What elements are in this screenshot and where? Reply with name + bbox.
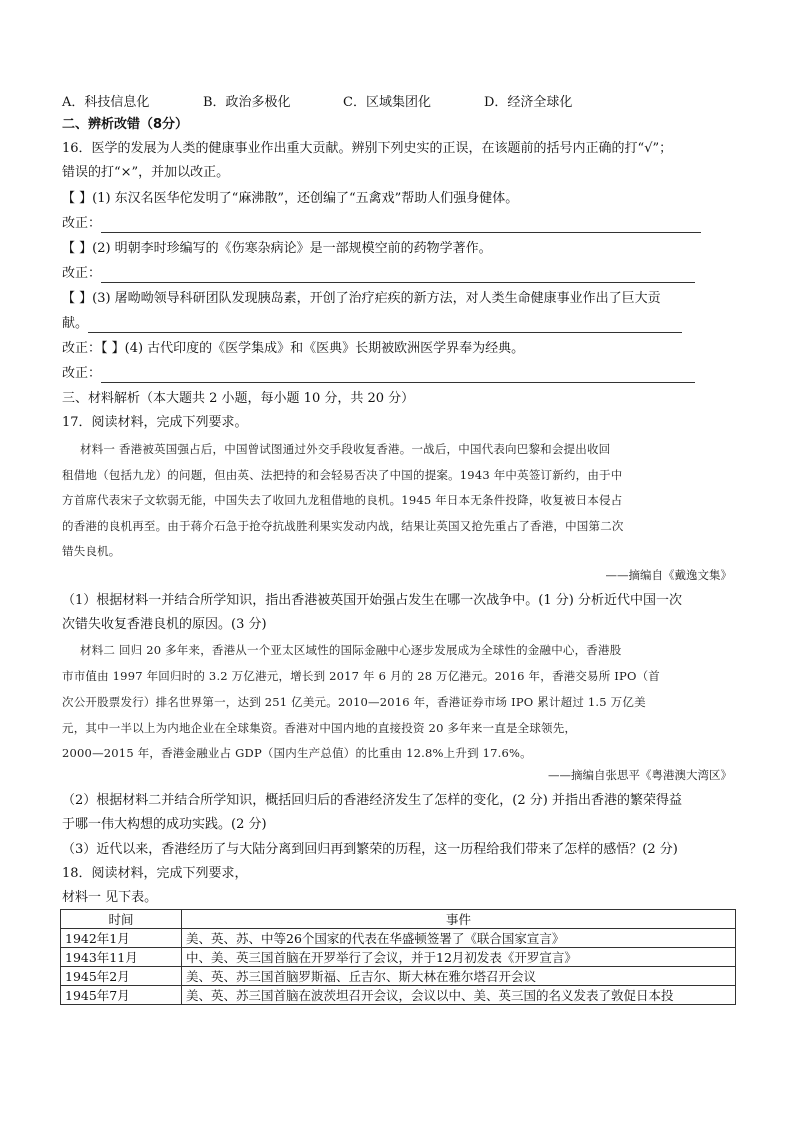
material1-line: 错失良机。	[62, 544, 121, 558]
table-header-row	[61, 910, 736, 929]
option-c: C．区域集团化	[343, 95, 431, 110]
option-b: B．政治多极化	[203, 95, 291, 110]
row-event: 美、英、苏三国首脑在波茨坦召开会议，会议以中、美、英三国的名义发表了敦促日本投	[182, 986, 736, 1005]
q16-item3-line2	[62, 315, 682, 333]
table-row	[61, 929, 736, 948]
q17-stem: 17．阅读材料，完成下列要求。	[62, 415, 248, 430]
correction-label: 改正：	[62, 216, 102, 231]
row-event: 美、英、苏、中等26个国家的代表在华盛顿签署了《联合国家宣言》	[182, 929, 736, 948]
section3-heading: 三、材料解析（本大题共 2 小题，每小题 10 分，共 20 分）	[62, 391, 415, 406]
material2-source: ——摘编自张思平《粤港澳大湾区》	[548, 768, 732, 782]
material2-line: 市市值由 1997 年回归时的 3.2 万亿港元，增长到 2017 年 6 月的 28 万亿港元。2016 年，香港交易所 IPO（首	[62, 669, 661, 683]
q16-item1: 【 】(1) 东汉名医华佗发明了“麻沸散”，还创编了“五禽戏”帮助人们强身健体。	[62, 191, 519, 206]
section2-heading: 二、辨析改错（8分）	[62, 117, 189, 132]
events-table	[60, 909, 736, 1005]
row-event: 中、美、英三国首脑在开罗举行了会议，并于12月初发表《开罗宣言》	[182, 948, 736, 967]
q16-stem-line1: 16．医学的发展为人类的健康事业作出重大贡献。辨别下列史实的正误，在该题前的括号内正确的打“√”；	[62, 141, 673, 156]
q16-item4: 改正：【 】(4) 古代印度的《医学集成》和《医典》长期被欧洲医学界奉为经典。	[62, 341, 525, 356]
option-d: D．经济全球化	[484, 95, 573, 110]
material1-line: 材料一 香港被英国强占后，中国曾试图通过外交手段收复香港。一战后，中国代表向巴黎和会提出收回	[80, 442, 611, 456]
q17-part3: （3）近代以来，香港经历了与大陆分离到回归再到繁荣的历程，这一历程给我们带来了怎样的感悟？(2 分)	[62, 842, 678, 857]
correction-label: 改正：	[62, 366, 102, 381]
table-row	[61, 986, 736, 1005]
material1-line: 方首席代表宋子文软弱无能，中国失去了收回九龙租借地的良机。1945 年日本无条件投降，收复被日本侵占	[62, 493, 623, 507]
material1-line: 的香港的良机再至。由于蒋介石急于抢夺抗战胜利果实发动内战，结果让英国又抢先重占了香港，中国第二次	[62, 519, 624, 533]
q17-part2-line2: 于哪一伟大构想的成功实践。(2 分)	[62, 817, 267, 832]
material2-line: 材料二 回归 20 多年来，香港从一个亚太区域性的国际金融中心逐步发展成为全球性的金融中心，香港股	[80, 643, 622, 657]
q18-stem: 18．阅读材料，完成下列要求，	[62, 866, 248, 881]
row-time: 1943年11月	[61, 948, 182, 967]
row-time: 1945年7月	[61, 986, 182, 1005]
row-time: 1945年2月	[61, 967, 182, 986]
row-time: 1942年1月	[61, 929, 182, 948]
q17-part1-line2: 次错失收复香港良机的原因。(3 分)	[62, 617, 267, 632]
q16-correction1	[62, 215, 701, 233]
option-a: A．科技信息化	[62, 95, 150, 110]
answer-blank[interactable]	[101, 268, 695, 283]
table-row	[61, 967, 736, 986]
row-event: 美、英、苏三国首脑罗斯福、丘吉尔、斯大林在雅尔塔召开会议	[182, 967, 736, 986]
material-table-label: 材料一 见下表。	[62, 890, 158, 905]
material1-line: 租借地（包括九龙）的问题，但由英、法把持的和会轻易否决了中国的提案。1943 年中英签订新约，由于中	[62, 468, 623, 482]
q16-item2: 【 】(2) 明朝李时珍编写的《伤寒杂病论》是一部规模空前的药物学著作。	[62, 241, 492, 256]
answer-blank[interactable]	[101, 218, 701, 233]
item3-tail: 献。	[62, 316, 89, 331]
correction-label: 改正：	[62, 266, 102, 281]
answer-blank[interactable]	[101, 368, 695, 383]
header-event: 事件	[182, 910, 736, 929]
q17-part2-line1: （2）根据材料二并结合所学知识，概括回归后的香港经济发生了怎样的变化，(2 分) 并指出香港的繁荣得益	[62, 793, 682, 808]
material2-line: 2000—2015 年，香港金融业占 GDP（国内生产总值）的比重由 12.8%上升到 17.6%。	[62, 746, 532, 760]
q16-item3-line1: 【 】(3) 屠呦呦领导科研团队发现胰岛素，开创了治疗疟疾的新方法，对人类生命健康事业作出了巨大贡	[62, 291, 661, 306]
answer-blank[interactable]	[88, 318, 682, 333]
q16-stem-line2: 错误的打“×”，并加以改正。	[62, 165, 230, 180]
q17-part1-line1: （1）根据材料一并结合所学知识，指出香港被英国开始强占发生在哪一次战争中。(1 分) 分析近代中国一次	[62, 593, 682, 608]
header-time: 时间	[61, 910, 182, 929]
q16-correction4	[62, 365, 695, 383]
material1-source: ——摘编自《戴逸文集》	[605, 568, 732, 582]
q16-correction2	[62, 265, 695, 283]
material2-line: 次公开股票发行）排名世界第一，达到 251 亿美元。2010—2016 年，香港证券市场 IPO 累计超过 1.5 万亿美	[62, 695, 646, 709]
material2-line: 元，其中一半以上为内地企业在全球集资。香港对中国内地的直接投资 20 多年来一直是全球领先，	[62, 721, 577, 735]
table-row	[61, 948, 736, 967]
